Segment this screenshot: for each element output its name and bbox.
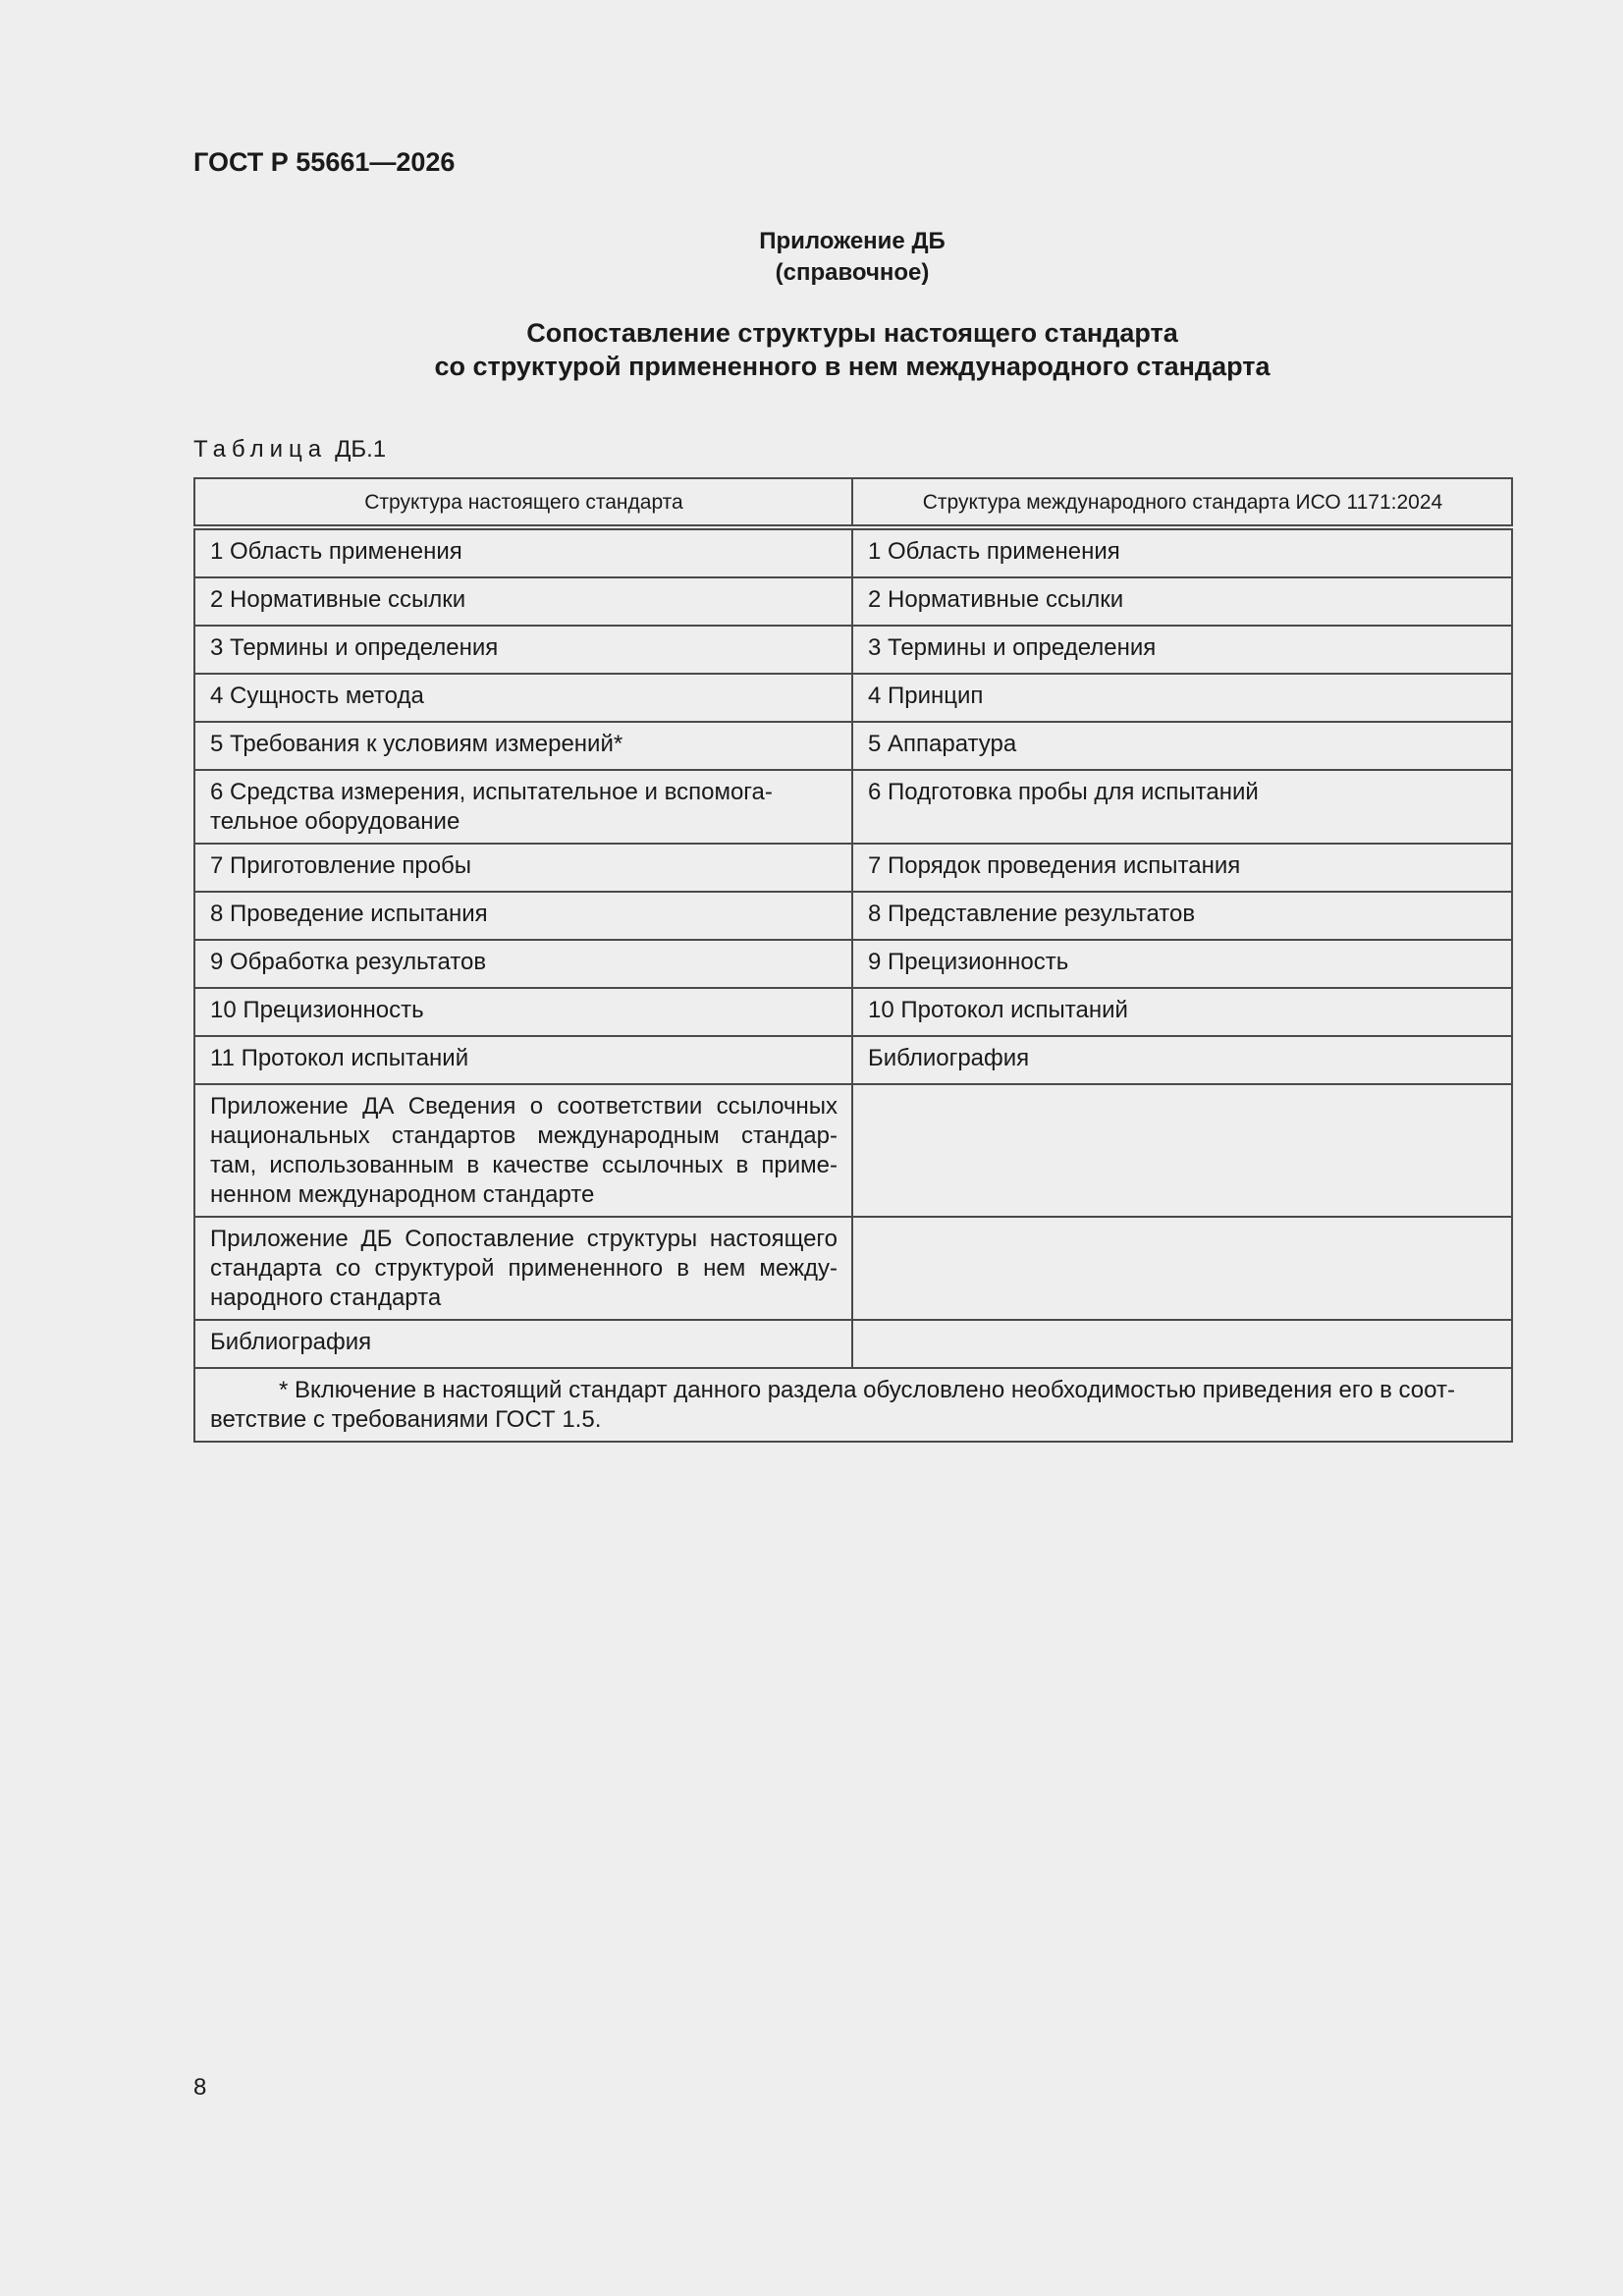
cell-current: 11 Протокол испытаний — [194, 1036, 852, 1084]
cell-international: 5 Аппаратура — [852, 722, 1512, 770]
cell-international — [852, 1084, 1512, 1217]
cell-international: 4 Принцип — [852, 674, 1512, 722]
table-row — [194, 1036, 1512, 1084]
table-row — [194, 844, 1512, 892]
header-current-standard: Структура настоящего стандарта — [194, 478, 852, 527]
table-caption — [193, 436, 386, 464]
document-title-line-1: Сопоставление структуры настоящего стандарта — [526, 318, 1178, 348]
table-header-row — [194, 478, 1512, 527]
cell-international: 10 Протокол испытаний — [852, 988, 1512, 1036]
table-footnote — [194, 1368, 1512, 1442]
footnote-line-2: ветствие с требованиями ГОСТ 1.5. — [210, 1406, 602, 1433]
doc-code: ГОСТ Р 55661—2026 — [193, 147, 456, 177]
header-international-standard: Структура международного стандарта ИСО 1171:2024 — [852, 478, 1512, 527]
table-row — [194, 988, 1512, 1036]
cell-international: 9 Прецизионность — [852, 940, 1512, 988]
table-row — [194, 626, 1512, 674]
cell-international: 1 Область применения — [852, 527, 1512, 577]
cell-current: Приложение ДБ Сопоставление структуры настоящего стандарта со структурой примененного в нем между-народного стандарта — [194, 1217, 852, 1320]
cell-international: 2 Нормативные ссылки — [852, 577, 1512, 626]
table-row — [194, 527, 1512, 577]
footnote-line-1: * Включение в настоящий стандарт данного раздела обусловлено необходимостью приведения его в соот- — [279, 1377, 1455, 1403]
cell-current: 10 Прецизионность — [194, 988, 852, 1036]
table-row — [194, 577, 1512, 626]
comparison-table — [193, 477, 1513, 1443]
cell-current: 3 Термины и определения — [194, 626, 852, 674]
cell-current: 9 Обработка результатов — [194, 940, 852, 988]
cell-current: 4 Сущность метода — [194, 674, 852, 722]
table-row — [194, 770, 1512, 844]
cell-current: Приложение ДА Сведения о соответствии ссылочных национальных стандартов международным стандар-там, использованным в качестве ссылочных в приме-ненном международном стандарте — [194, 1084, 852, 1217]
table-caption-word: Таблица — [193, 436, 328, 463]
page-number: 8 — [193, 2074, 207, 2101]
cell-current: 5 Требования к условиям измерений* — [194, 722, 852, 770]
cell-international: 6 Подготовка пробы для испытаний — [852, 770, 1512, 844]
cell-international — [852, 1217, 1512, 1320]
table-row — [194, 892, 1512, 940]
cell-current: 1 Область применения — [194, 527, 852, 577]
table-row — [194, 940, 1512, 988]
cell-current: 7 Приготовление пробы — [194, 844, 852, 892]
table-row — [194, 1320, 1512, 1368]
cell-current: 6 Средства измерения, испытательное и вспомога-тельное оборудование — [194, 770, 852, 844]
cell-international: 3 Термины и определения — [852, 626, 1512, 674]
cell-international: Библиография — [852, 1036, 1512, 1084]
appendix-title: Приложение ДБ — [759, 228, 946, 254]
cell-international: 7 Порядок проведения испытания — [852, 844, 1512, 892]
appendix-type: (справочное) — [775, 259, 930, 286]
cell-international — [852, 1320, 1512, 1368]
cell-international: 8 Представление результатов — [852, 892, 1512, 940]
table-row — [194, 1084, 1512, 1217]
appendix-heading — [193, 226, 1511, 289]
table-caption-number: ДБ.1 — [335, 436, 387, 463]
table-footnote-row — [194, 1368, 1512, 1442]
cell-current: Библиография — [194, 1320, 852, 1368]
table-row — [194, 1217, 1512, 1320]
cell-current: 2 Нормативные ссылки — [194, 577, 852, 626]
cell-current: 8 Проведение испытания — [194, 892, 852, 940]
table-row — [194, 722, 1512, 770]
table-row — [194, 674, 1512, 722]
document-title-line-2: со структурой примененного в нем международного стандарта — [434, 352, 1271, 381]
document-title — [193, 316, 1511, 383]
